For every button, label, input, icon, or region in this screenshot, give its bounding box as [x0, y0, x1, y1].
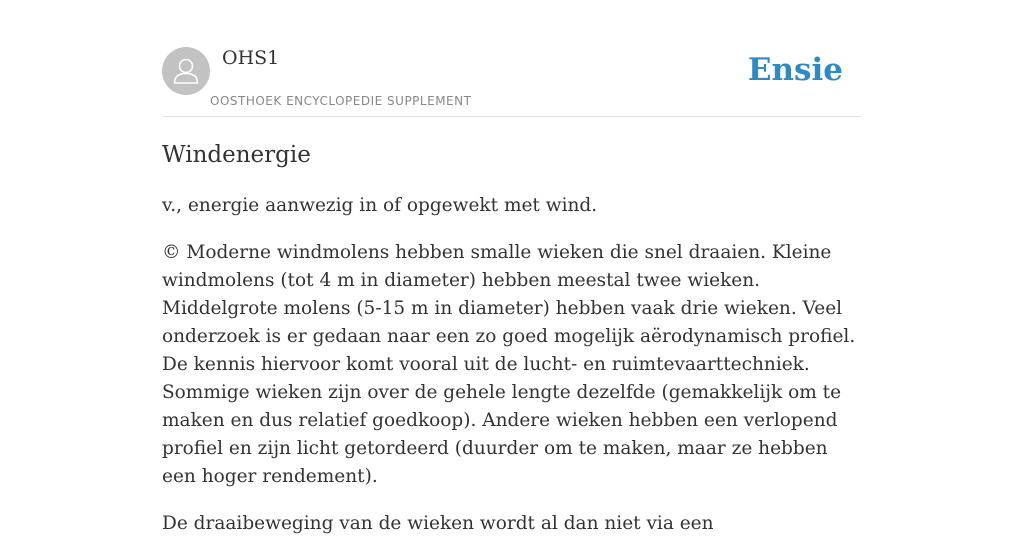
brand-logo[interactable]: Ensie	[747, 52, 843, 88]
definition-text: v., energie aanwezig in of opgewekt met wind.	[162, 195, 598, 216]
article-body	[162, 192, 862, 557]
page-title: Windenergie	[162, 142, 311, 168]
article-paragraph: De draaibeweging van de wieken wordt al dan niet via een	[162, 513, 714, 534]
user-icon	[162, 47, 210, 95]
article-paragraph: © Moderne windmolens hebben smalle wieken die snel draaien. Kleine windmolens (tot 4 m in diameter) hebben meestal twee wieken. Middelgrote molens (5-15 m in diameter) hebben vaak drie wieken. Veel onderzoek is er gedaan naar een zo goed mogelijk aërodynamisch profiel. De kennis hiervoor komt vooral uit de lucht- en ruimtevaarttechniek. Sommige wieken zijn over de gehele lengte dezelfde (gemakkelijk om te maken en dus relatief goedkoop). Andere wieken hebben een verlopend profiel en zijn licht getordeerd (duurder om te maken, maar ze hebben een hoger rendement).	[162, 242, 856, 487]
header	[162, 0, 862, 117]
source-name[interactable]: OOSTHOEK ENCYCLOPEDIE SUPPLEMENT	[210, 94, 472, 108]
avatar[interactable]	[162, 47, 210, 95]
username[interactable]: OHS1	[222, 47, 280, 69]
page-container	[162, 0, 862, 534]
